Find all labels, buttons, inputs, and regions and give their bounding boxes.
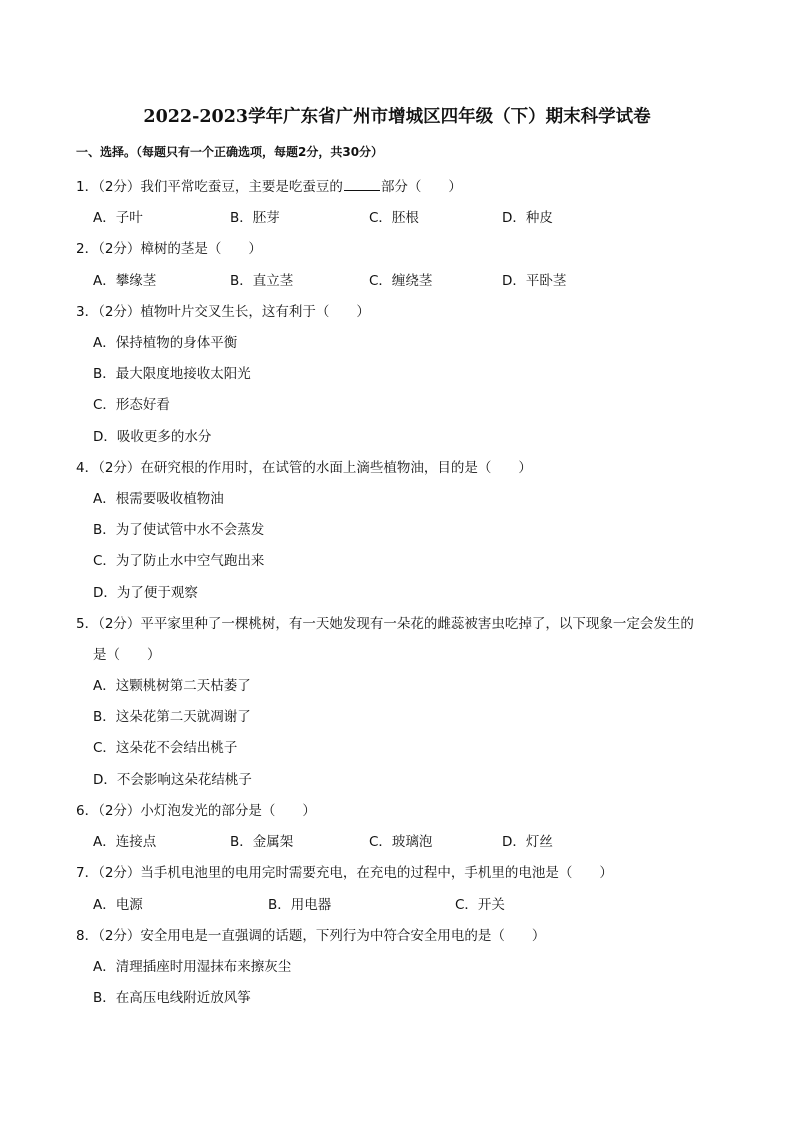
question-2-stem: 2．（2分）樟树的茎是（ ） <box>76 241 262 257</box>
question-7-option-c: C．开关 <box>455 897 505 913</box>
question-1-stem-text: 1．（2分）我们平常吃蚕豆，主要是吃蚕豆的 <box>76 179 343 195</box>
question-5-option-a: A．这颗桃树第二天枯萎了 <box>93 678 251 694</box>
question-2-option-a: A．攀缘茎 <box>93 273 157 289</box>
question-1-option-d: D．种皮 <box>502 210 553 226</box>
section-heading: 一、选择。（每题只有一个正确选项，每题2分，共30分） <box>76 145 384 159</box>
answer-blank <box>344 178 380 191</box>
question-6-option-d: D．灯丝 <box>502 834 553 850</box>
question-1-stem-tail: 部分（ ） <box>380 179 462 195</box>
question-8-stem: 8．（2分）安全用电是一直强调的话题，下列行为中符合安全用电的是（ ） <box>76 928 546 944</box>
question-1-option-b: B．胚芽 <box>230 210 280 226</box>
question-2-option-c: C．缠绕茎 <box>369 273 433 289</box>
question-6-stem: 6．（2分）小灯泡发光的部分是（ ） <box>76 803 316 819</box>
exam-title: 2022-2023学年广东省广州市增城区四年级（下）期末科学试卷 <box>143 107 651 127</box>
question-8-option-b: B．在高压电线附近放风筝 <box>93 990 251 1006</box>
question-7-option-b: B．用电器 <box>268 897 332 913</box>
question-6-option-b: B．金属架 <box>230 834 294 850</box>
question-3-option-d: D．吸收更多的水分 <box>93 429 212 445</box>
question-4-option-b: B．为了使试管中水不会蒸发 <box>93 522 265 538</box>
question-4-option-a: A．根需要吸收植物油 <box>93 491 224 507</box>
question-2-option-b: B．直立茎 <box>230 273 294 289</box>
question-6-option-c: C．玻璃泡 <box>369 834 433 850</box>
question-3-option-a: A．保持植物的身体平衡 <box>93 335 238 351</box>
question-7-option-a: A．电源 <box>93 897 143 913</box>
question-4-option-c: C．为了防止水中空气跑出来 <box>93 553 265 569</box>
question-5-option-d: D．不会影响这朵花结桃子 <box>93 772 252 788</box>
question-1-stem <box>76 175 462 195</box>
question-2-option-d: D．平卧茎 <box>502 273 567 289</box>
question-3-option-c: C．形态好看 <box>93 397 170 413</box>
question-1-option-a: A．子叶 <box>93 210 143 226</box>
question-4-stem: 4．（2分）在研究根的作用时，在试管的水面上滴些植物油，目的是（ ） <box>76 460 532 476</box>
question-3-stem: 3．（2分）植物叶片交叉生长，这有利于（ ） <box>76 304 370 320</box>
question-8-option-a: A．清理插座时用湿抹布来擦灰尘 <box>93 959 292 975</box>
question-3-option-b: B．最大限度地接收太阳光 <box>93 366 251 382</box>
question-1-option-c: C．胚根 <box>369 210 419 226</box>
question-5-option-b: B．这朵花第二天就凋谢了 <box>93 709 251 725</box>
question-4-option-d: D．为了便于观察 <box>93 585 198 601</box>
question-5-option-c: C．这朵花不会结出桃子 <box>93 740 238 756</box>
question-5-stem-continued: 是（ ） <box>93 647 161 663</box>
question-7-stem: 7．（2分）当手机电池里的电用完时需要充电，在充电的过程中，手机里的电池是（ ） <box>76 865 613 881</box>
question-5-stem: 5．（2分）平平家里种了一棵桃树，有一天她发现有一朵花的雌蕊被害虫吃掉了，以下现象一定会发生的 <box>76 616 694 632</box>
question-6-option-a: A．连接点 <box>93 834 157 850</box>
